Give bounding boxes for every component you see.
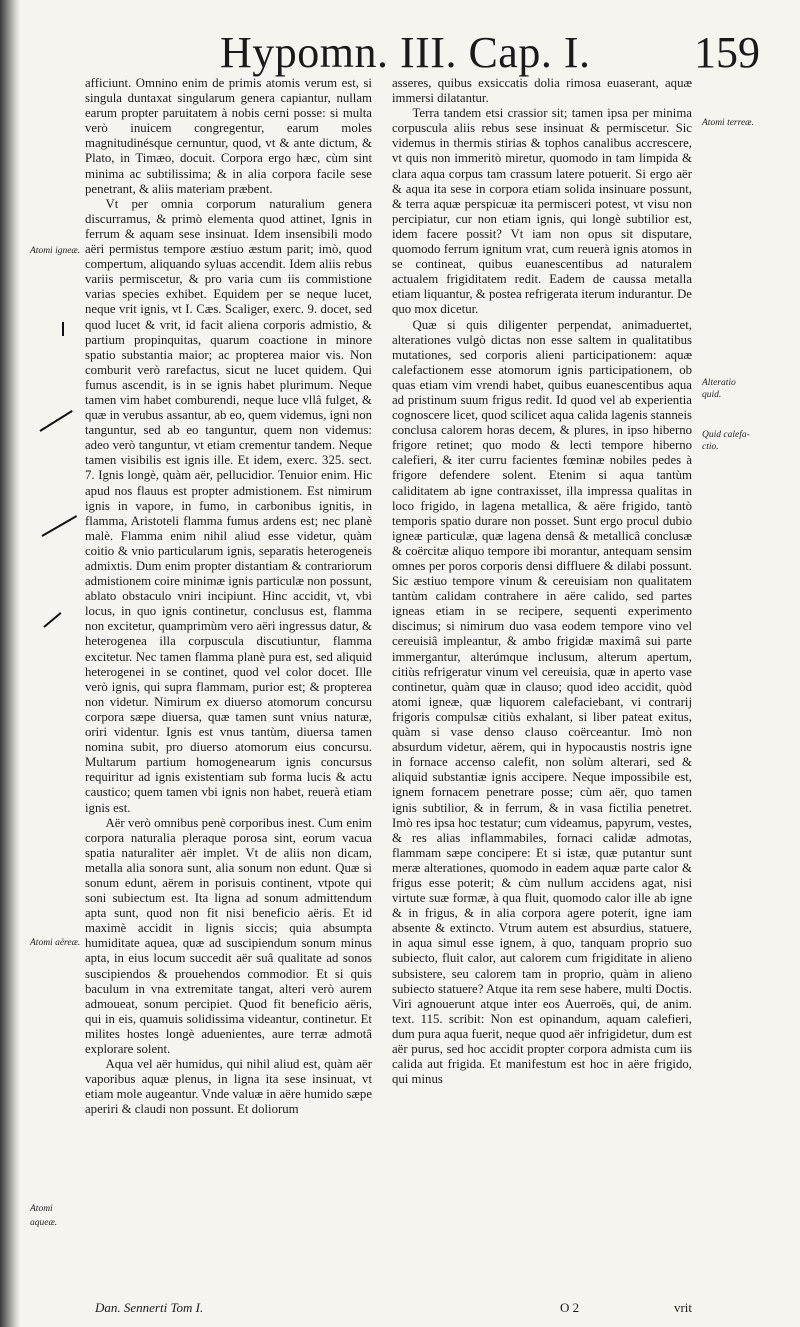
left-paragraph: afficiunt. Omnino enim de primis atomis verum est, si singula duntaxat singularum genera capiantur, nullam earum propter paruitatem à nobis cerni posse: si multa verò inuicem congregentur, earum moles magnitudinésque cernuntur, quod, vt & ante dictum, & Plato, in Timæo, docuit. Corpora ergo hæc, cùm sint minima ac subtilissima; & in alia corpora facile sese penetrant, & aliis materiam præbent. — [85, 76, 372, 196]
pen-mark — [62, 322, 64, 336]
right-paragraph: Terra tandem etsi crassior sit; tamen ipsa per minima corpuscula aliis rebus sese insinuat & permiscetur. Sic videmus in thermis stirias & tophos canalibus accrescere, vt quis non immeritò miretur, quomodo in tam limpida & clara aqua corpus tam crassum latere potuerit. Si ergo aër & aqua ita sese in corpora etiam solida insinuare possunt, & terra aquæ perspicuæ ita permisceri potest, vt visu non percipiatur, cur non etiam ignis, qui longè subtilior est, idem facere possit? Vt iam non opus sit disputare, quomodo ferrum ignitum vrat, cum reuerà ignis atomos in se contineat, quibus euanescentibus ad naturalem actualem frigiditatem redit. Eadem de caussa metalla etiam liquantur, & postea refrigerata iterum indurantur. De quo mox dicetur. — [392, 106, 692, 317]
right-paragraph: asseres, quibus exsiccatis dolia rimosa euaserant, aquæ immersi dilatantur. — [392, 76, 692, 106]
margin-note-atomi-aereae: Atomi aëreæ. — [30, 938, 81, 948]
margin-note-alteratio-1: Alteratio — [702, 378, 736, 388]
margin-note-calefactio-2: ctio. — [702, 442, 719, 452]
page-number: 159 — [694, 28, 760, 77]
page-header — [180, 28, 760, 78]
margin-note-atomi-aqueae-1: Atomi — [30, 1204, 53, 1214]
margin-note-calefactio-1: Quid calefa- — [702, 430, 750, 440]
left-text-column — [85, 76, 372, 1296]
left-paragraph: Aqua vel aër humidus, qui nihil aliud est, quàm aër vaporibus aquæ plenus, in ligna ita sese insinuat, vt etiam mole augeantur. Vnde valuæ in aëre humido sæpe aperiri & claudi non possunt. Et doliorum — [85, 1057, 372, 1117]
left-paragraph: Vt per omnia corporum naturalium genera discurramus, & primò elementa quod attinet, Ignis in ferrum & aquam sese insinuat. Idem insensibili modo aëri permistus tempore æstiuo æstum parit; imò, quod compertum, aliquando syluas accendit. Idem aliis rebus variis permiscetur, & pro varia cum iis commistione varias species exhibet. Equidem per se neque lucet, neque vrit ignis, vt I. Cæs. Scaliger, exerc. 9. docet, sed quod lucet & vrit, id facit aliena corporis admistio, & partium propinquitas, quarum coactione in minore spatio substantia maior; ac propterea maior vis. Non comburit verò rarefactus, sicut ne lucet quidem. Qui fumus ascendit, is in se ignis habet plurimum. Neque tamen vim habet comburendi, neque luce vllâ fulget, & quæ in verubus assantur, ab eo, quem videmus, igni non tanguntur, sed ab eo tanguntur, quem non videmus: adeo verò tanguntur, vt etiam crementur tandem. Neque tamen visibilis est ignis ille. Et idem, exerc. 325. sect. 7. Ignis longè, quàm aër, pellucidior. Tenuior enim. Hic apud nos flauus est propter admistionem. Est nimirum ignis in vapore, in fumo, in carbonibus ignitis, in flamma, Aristoteli flamma fumus ardens est; nec planè malè. Flamma enim nihil aliud esse videtur, quàm coitio & vnio particularum ignis, separatis heterogeneis admixtis. Dum enim propter distantiam & contrariorum admistionem coire minimæ ignis particulæ non possunt, ablato obstaculo vniri incipiunt. Hinc accidit, vt, vbi locus, in quo ignis continetur, conclusus est, flamma non excitetur, quamprimùm vero aëri ingressus datur, & heterogenea illa corpuscula discutiuntur, flamma excitetur. Nec tamen flamma planè pura est, sed aliquid heterogenei in se continet, quod vel color docet. Ille verò ignis, qui supra flammam, purior est; & propterea non videtur. Nimirum ex diuerso atomorum concursu corpora sæpe diuersa, quæ tamen sunt vnius naturæ, oriri videntur. Ignis est vnus tantùm, diuersa tamen nomina subit, pro diuerso atomorum eius concursu. Multarum partium homogenearum ignis concursus requiritur ad ignis existentiam sub forma lucis & actu caustico; quem tamen vbi ignis non habet, reuerà etiam ignis est. — [85, 196, 372, 815]
margin-note-atomi-aqueae-2: aqueæ. — [30, 1218, 58, 1228]
catchword: vrit — [673, 1300, 692, 1315]
running-title: Hypomn. III. Cap. I. — [220, 28, 591, 77]
signature-mark: O 2 — [560, 1300, 580, 1315]
margin-note-atomi-terreae: Atomi terreæ. — [702, 118, 754, 128]
page-gutter-shadow — [0, 0, 20, 1327]
pen-mark — [39, 410, 72, 432]
pen-mark — [42, 515, 78, 537]
left-paragraph: Aër verò omnibus penè corporibus inest. Cum enim corpora naturalia pleraque porosa sint, eorum vacua spatia naturaliter aër implet. Vt de aliis non dicam, metalla alia sonora sunt, alia sonum non edunt. Quæ si sonum edunt, aërem in porisuis continent, vtpote qui soni subiectum est. Ita ligna ad sonum admittendum apta sunt, quod non fit nisi beneficio aëris. Et id maximè accidit in lignis siccis; quia absumpta humiditate aquea, quæ ad suscipiendum sonum minus apta, in eius locum succedit aër suâ qualitate ad sonos suscipiendos & prouehendos commodior. Et si quis baculum in vna extremitate tangat, alteri verò aurem admoueat, sonum percipiet. Quod fit beneficio aëris, qui in eis, quamuis solidissima videantur, continetur. Et milites hostes longè aduenientes, aure terræ admotâ explorare solent. — [85, 815, 372, 1056]
margin-note-atomi-igneae: Atomi igneæ. — [30, 246, 81, 256]
right-text-column — [392, 76, 692, 1296]
right-paragraph: Quæ si quis diligenter perpendat, animaduertet, alterationes vulgò dictas non esse saltem in qualitatibus mutationes, sed corporis alieni participationem: aquæ calefactionem esse atomorum ignis participationem, ob quas etiam vim vrendi habet, quibus euanescentibus aqua ad pristinum suum frigus redit. Id quod vel ab experientia cognoscere licet, quod scilicet aqua calida lagenis stanneis conclusa calorem horas decem, & plures, in ipso hiberno frigore retinet; quo modo & lecti tempore hiberno calefieri, & iter curru facientes fœminæ nobiles pedes à frigore defendere solent. Etenim si aqua tantùm caliditatem ab igne contraxisset, illa impressa qualitas in loco frigido, in lagena metallica, & aëre frigido, tantò temporis spatio durare non posset. Sunt ergo procul dubio igneæ particulæ, quæ lagena densâ & metallicâ conclusæ & coërcitæ aliquo tempore ibi morantur, antequam sensim omnes per poros corporis densi diffluere & dilabi possunt. Sic æstiuo tempore vinum & cereuisiam non qualitatem tantùm calidam contrahere in aëre calido, sed partes igneas etiam in se recipere, sequenti experimento discimus; si nimirum duo vasa eodem tempore vino vel cereuisiâ impleantur, & ambo frigidæ maximâ sui parte immergantur, alterúmque inclusum, alterum apertum, citiùs refrigeratur vinum vel cereuisia, quæ in aperto vase continetur, quàm quæ in clauso; quod ideo accidit, quòd atomi igneæ, quæ liquorem calefaciebant, vi contrarij frigoris compulsæ citiùs exhalant, si liber pateat exitus, quàm si vase denso clauso coërceantur. Imò non absurdum videtur, aërem, qui in hypocaustis nostris igne in fornace accenso calefit, non solùm alterari, sed & aliquid substantiæ ignis accipere. Neque impossibile est, ignem fornacem penetrare posse; cùm aër, quo tamen ignis subtilior, & in ferrum, & in vasa fictilia penetret. Imò res ipsa hoc testatur; cum videamus, papyrum, vestes, & res alias inflammabiles, fornaci calidæ admotas, flammam sæpe concipere: Et si istæ, quæ putantur sunt meræ alterationes, quomodo in eadem aquæ parte calor & frigus esse poterit; & cùm nullum accidens agat, nisi virtute suæ formæ, à qua fluit, quomodo calor ille ab igne & in frigus, & in alia corpora agere poterit, igne iam absente & extincto. Vtrum autem est absurdius, statuere, in aqua simul esse ignem, à quo, tanquam proprio suo subiecto, fluit calor, aut calorem cum frigiditate in alieno subsistere, seu calorem tam in proprio, quàm in alieno subiecto statuere? Atque ita rem sese habere, multi Doctis. Viri agnouerunt atque inter eos Auerroës, qui, de anim. text. 115. scribit: Non est opinandum, aquam calefieri, dum pura aqua fuerit, neque quod aër infrigidetur, dum est aër purus, sed hoc accidit propter corpora admista cum iis calida aut frigida. Et manifestum est hoc in aëre frigido, qui minus — [392, 317, 692, 1087]
pen-mark — [43, 612, 61, 628]
footer-signature-left: Dan. Sennerti Tom I. — [95, 1300, 204, 1315]
margin-note-alteratio-2: quid. — [702, 390, 722, 400]
